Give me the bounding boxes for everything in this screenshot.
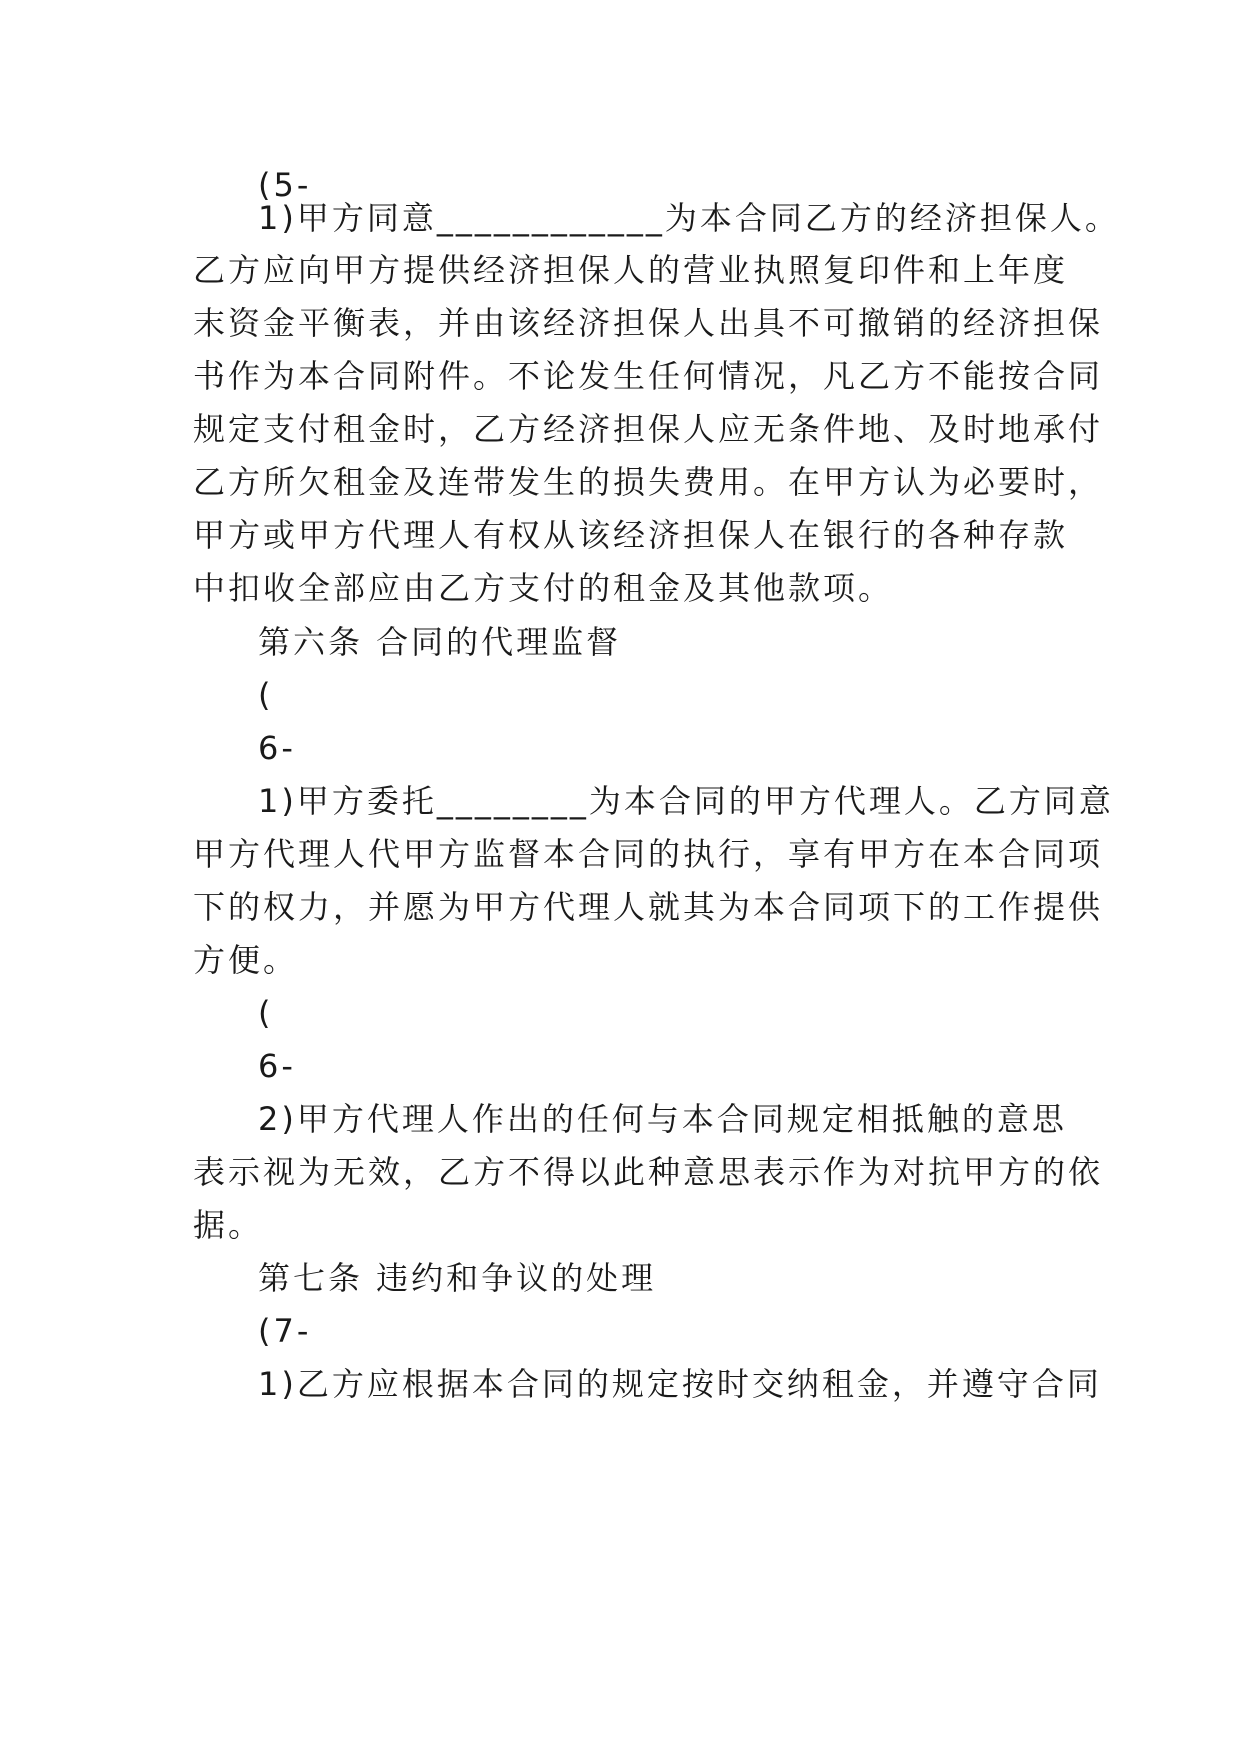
paragraph-line: 1)乙方应根据本合同的规定按时交纳租金，并遵守合同 <box>258 1365 1102 1403</box>
paragraph-line: 乙方所欠租金及连带发生的损失费用。在甲方认为必要时， <box>193 463 1104 501</box>
clause-number: ( <box>258 676 274 714</box>
paragraph-line: 1)甲方委托________为本合同的甲方代理人。乙方同意 <box>258 782 1114 820</box>
paragraph-line: 中扣收全部应由乙方支付的租金及其他款项。 <box>193 569 894 607</box>
paragraph-line: 方便。 <box>193 941 299 979</box>
article-heading: 第六条 合同的代理监督 <box>258 623 622 661</box>
article-heading: 第七条 违约和争议的处理 <box>258 1259 657 1297</box>
clause-number: (7- <box>258 1312 312 1350</box>
paragraph-line: 表示视为无效，乙方不得以此种意思表示作为对抗甲方的依 <box>193 1153 1104 1191</box>
paragraph-line: 下的权力，并愿为甲方代理人就其为本合同项下的工作提供 <box>193 888 1104 926</box>
paragraph-line: 乙方应向甲方提供经济担保人的营业执照复印件和上年度 <box>193 251 1069 289</box>
paragraph-line: 甲方或甲方代理人有权从该经济担保人在银行的各种存款 <box>193 516 1069 554</box>
paragraph-line: 据。 <box>193 1206 264 1244</box>
clause-number: ( <box>258 994 274 1032</box>
paragraph-line: 1)甲方同意____________为本合同乙方的经济担保人。 <box>258 199 1120 237</box>
paragraph-line: 末资金平衡表，并由该经济担保人出具不可撤销的经济担保 <box>193 304 1104 342</box>
clause-number: 6- <box>258 1047 296 1085</box>
paragraph-line: 甲方代理人代甲方监督本合同的执行，享有甲方在本合同项 <box>193 835 1104 873</box>
paragraph-line: 规定支付租金时，乙方经济担保人应无条件地、及时地承付 <box>193 410 1104 448</box>
paragraph-line: 2)甲方代理人作出的任何与本合同规定相抵触的意思 <box>258 1100 1067 1138</box>
clause-number: (5- <box>258 166 312 204</box>
clause-number: 6- <box>258 729 296 767</box>
paragraph-line: 书作为本合同附件。不论发生任何情况，凡乙方不能按合同 <box>193 357 1104 395</box>
